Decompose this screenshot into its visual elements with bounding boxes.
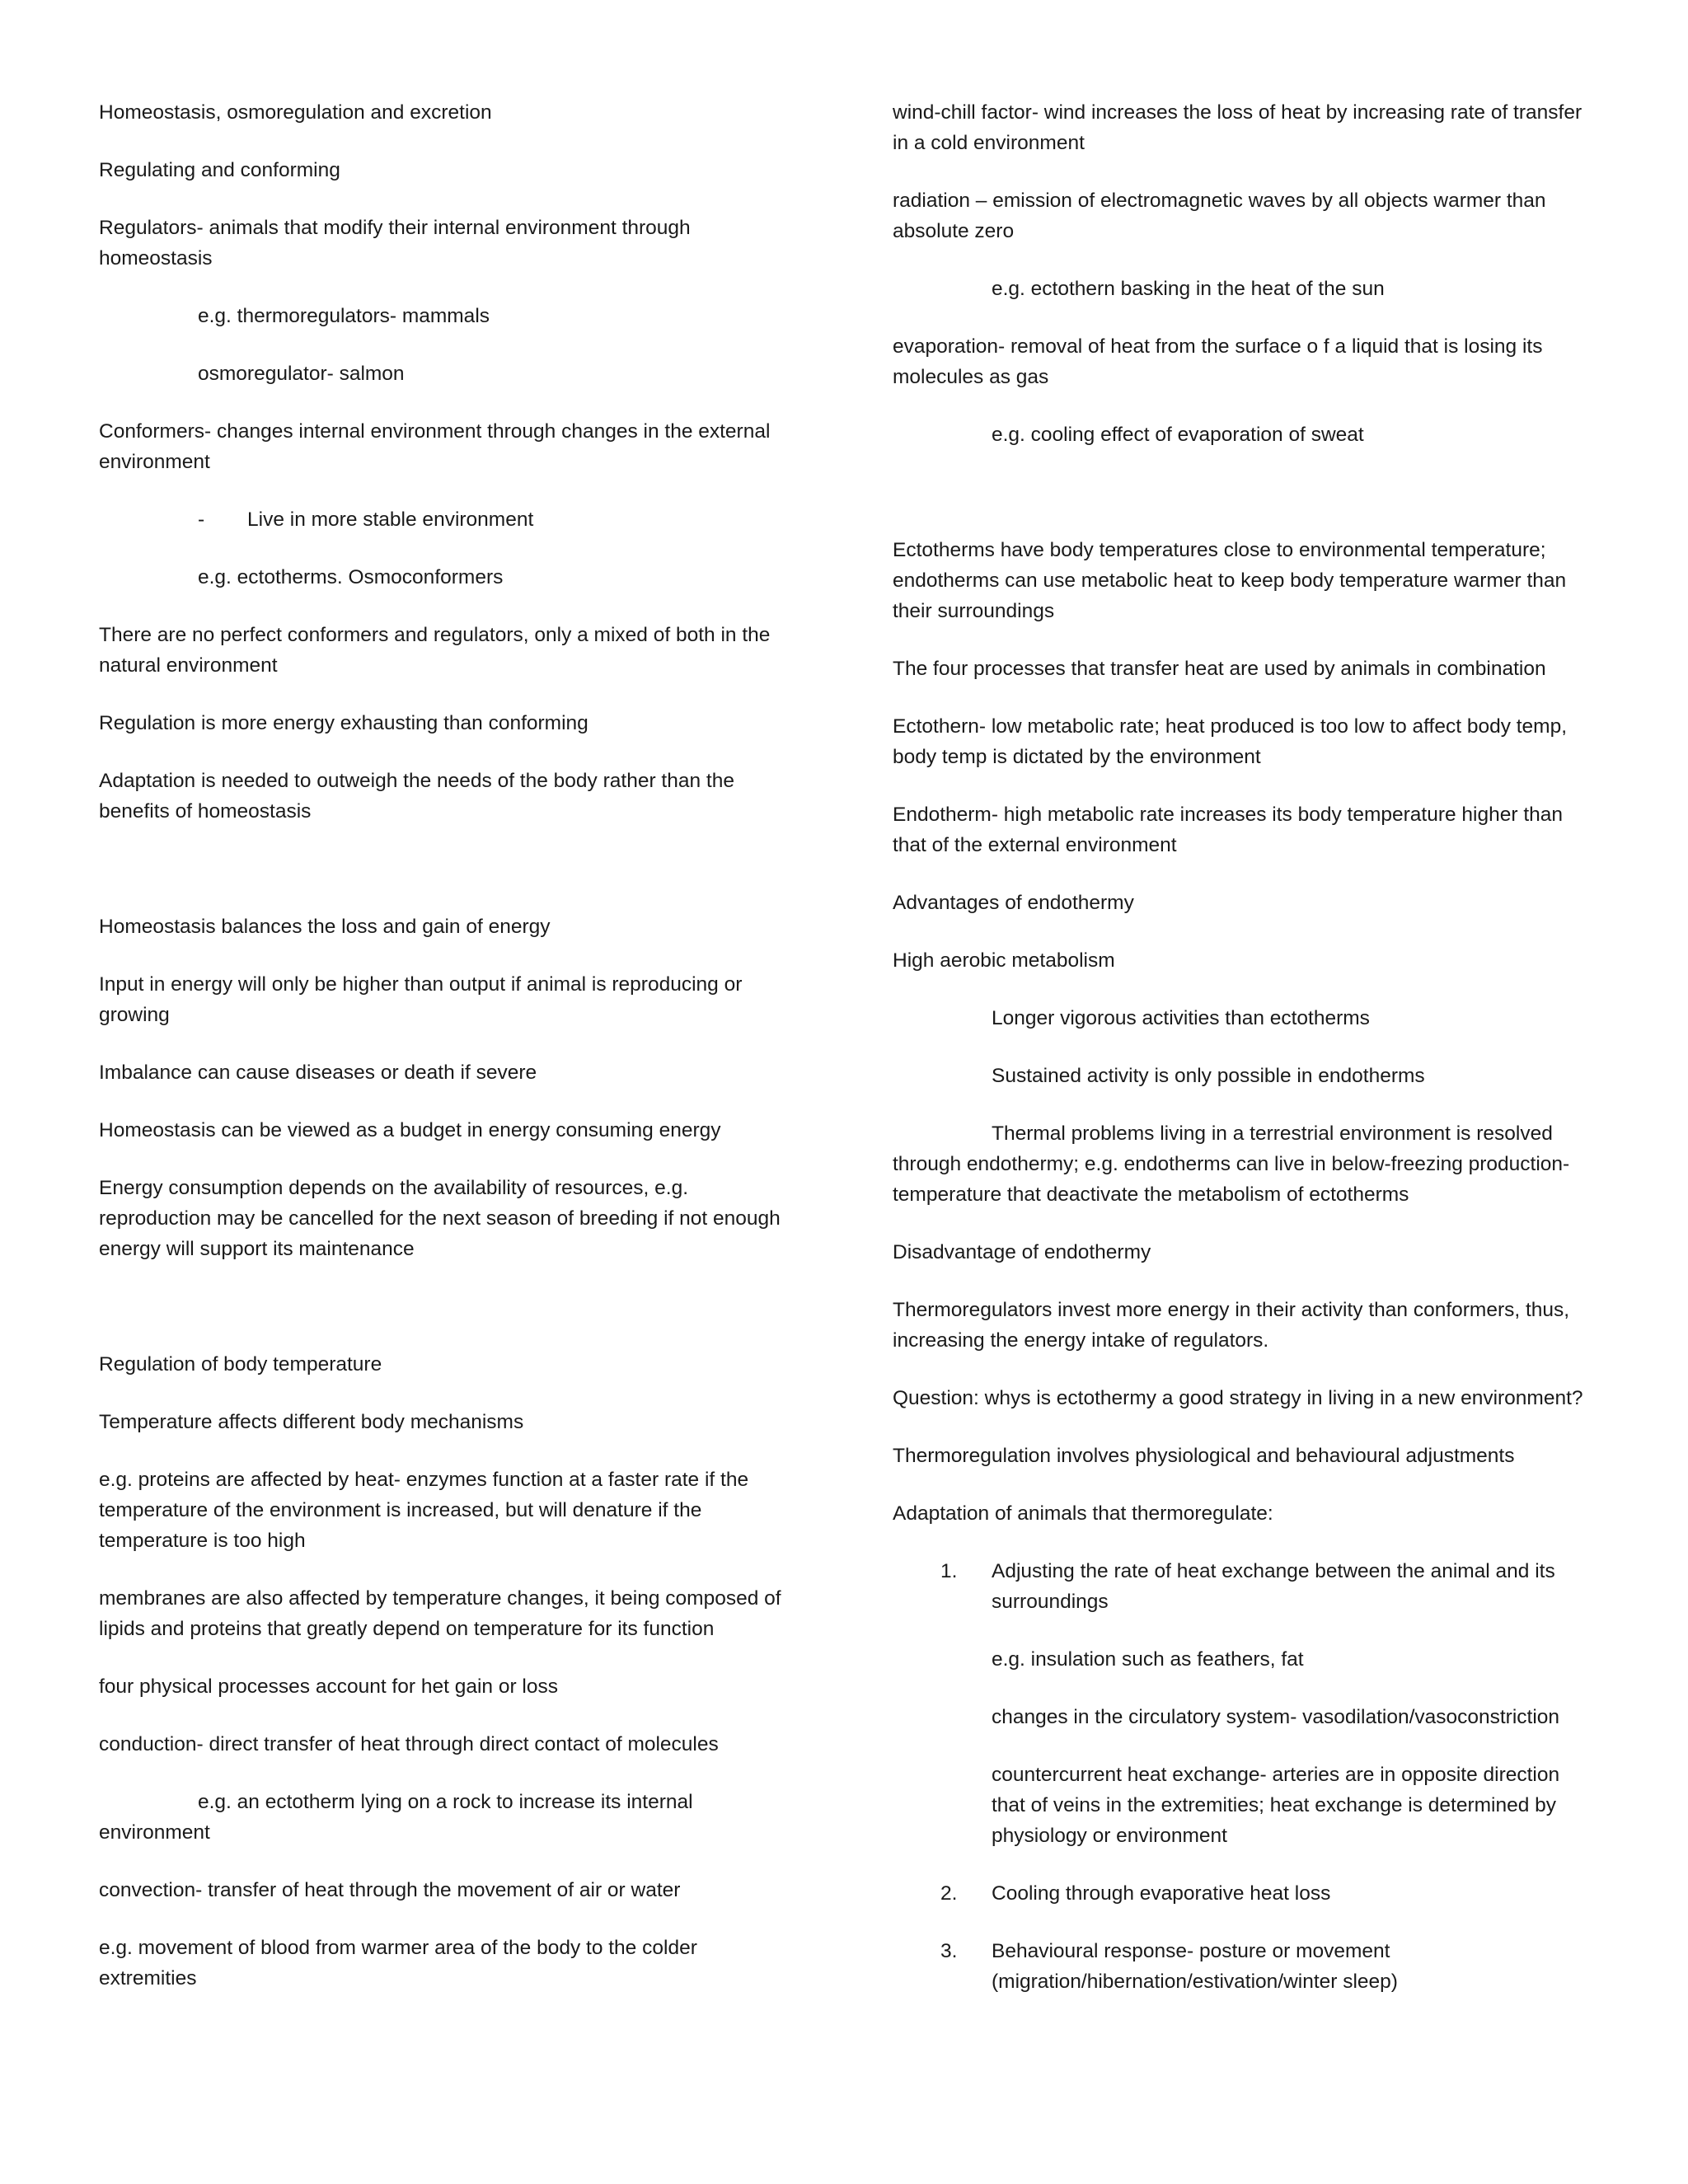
list-number: 1. bbox=[940, 1560, 958, 1582]
list-item bbox=[893, 1936, 1595, 1997]
item-longer: Longer vigorous activities than ectotherms bbox=[992, 1007, 1370, 1029]
paragraph-conformers: Conformers- changes internal environment through changes in the external environment bbox=[99, 420, 771, 473]
example-rock: e.g. an ectotherm lying on a rock to increase its internal environment bbox=[99, 1791, 693, 1844]
paragraph-budget: Homeostasis can be viewed as a budget in energy consuming energy bbox=[99, 1119, 721, 1141]
paragraph-evaporation: evaporation- removal of heat from the surface o f a liquid that is losing its molecules as gas bbox=[893, 335, 1543, 388]
paragraph-consumption: Energy consumption depends on the availability of resources, e.g. reproduction may be cancelled for the next season of breeding if not enough energy will support its maintenance bbox=[99, 1177, 781, 1260]
example-sweat: e.g. cooling effect of evaporation of sweat bbox=[992, 424, 1364, 446]
sub-item-countercurrent: countercurrent heat exchange- arteries are in opposite direction that of veins in the extremities; heat exchange is determined by physiology or environment bbox=[992, 1764, 1560, 1847]
paragraph-no-perfect: There are no perfect conformers and regulators, only a mixed of both in the natural environment bbox=[99, 624, 771, 677]
section-heading-regulating: Regulating and conforming bbox=[99, 159, 340, 181]
spacer bbox=[99, 854, 799, 912]
example-basking: e.g. ectothern basking in the heat of the sun bbox=[992, 278, 1385, 300]
paragraph-balances: Homeostasis balances the loss and gain of energy bbox=[99, 916, 551, 938]
right-column bbox=[893, 97, 1595, 2024]
paragraph-radiation: radiation – emission of electromagnetic waves by all objects warmer than absolute zero bbox=[893, 190, 1546, 242]
paragraph-endotherm: Endotherm- high metabolic rate increases its body temperature higher than that of the external environment bbox=[893, 804, 1564, 856]
paragraph-membranes: membranes are also affected by temperature changes, it being composed of lipids and proteins that greatly depend on temperature for its function bbox=[99, 1587, 781, 1640]
paragraph-temp-affects: Temperature affects different body mechanisms bbox=[99, 1411, 524, 1433]
paragraph-question: Question: whys is ectothermy a good strategy in living in a new environment? bbox=[893, 1387, 1583, 1409]
spacer bbox=[893, 477, 1595, 535]
spacer bbox=[99, 1291, 799, 1349]
list-number: 2. bbox=[940, 1882, 958, 1905]
paragraph-regulation-energy: Regulation is more energy exhausting than conforming bbox=[99, 712, 588, 734]
document-title: Homeostasis, osmoregulation and excretion bbox=[99, 101, 492, 124]
list-text: Cooling through evaporative heat loss bbox=[992, 1882, 1331, 1905]
list-text: Behavioural response- posture or movement (migration/hibernation/estivation/winter sleep) bbox=[992, 1940, 1398, 1993]
paragraph-ecto-endo: Ectotherms have body temperatures close to environmental temperature; endotherms can use metabolic heat to keep body temperature warmer than their surroundings bbox=[893, 539, 1567, 622]
list-text: Adjusting the rate of heat exchange between the animal and its surroundings bbox=[992, 1560, 1555, 1613]
paragraph-involves: Thermoregulation involves physiological and behavioural adjustments bbox=[893, 1445, 1515, 1467]
bullet-item bbox=[99, 504, 799, 535]
paragraph-aerobic: High aerobic metabolism bbox=[893, 949, 1115, 972]
example-blood: e.g. movement of blood from warmer area of the body to the colder extremities bbox=[99, 1937, 697, 1990]
list-item bbox=[893, 1878, 1595, 1909]
list-item bbox=[893, 1556, 1595, 1617]
paragraph-convection: convection- transfer of heat through the movement of air or water bbox=[99, 1879, 681, 1901]
list-number: 3. bbox=[940, 1940, 958, 1962]
heading-adaptation: Adaptation of animals that thermoregulate: bbox=[893, 1502, 1273, 1525]
paragraph-windchill: wind-chill factor- wind increases the loss of heat by increasing rate of transfer in a cold environment bbox=[893, 101, 1582, 154]
example-thermoregulators: e.g. thermoregulators- mammals bbox=[198, 305, 490, 327]
left-column bbox=[99, 97, 799, 2021]
example-ectotherms: e.g. ectotherms. Osmoconformers bbox=[198, 566, 504, 588]
item-sustained: Sustained activity is only possible in endotherms bbox=[992, 1065, 1425, 1087]
paragraph-thermal: Thermal problems living in a terrestrial environment is resolved through endothermy; e.g. endotherms can live in below-freezing production-temperature that deactivate the metabolism of ectotherms bbox=[893, 1122, 1570, 1206]
heading-advantages: Advantages of endothermy bbox=[893, 892, 1134, 914]
paragraph-four-processes: four physical processes account for het gain or loss bbox=[99, 1675, 558, 1698]
paragraph-proteins: e.g. proteins are affected by heat- enzymes function at a faster rate if the temperature of the environment is increased, but will denature if the temperature is too high bbox=[99, 1469, 749, 1552]
paragraph-adaptation: Adaptation is needed to outweigh the needs of the body rather than the benefits of homeostasis bbox=[99, 770, 734, 823]
section-heading-body-temperature: Regulation of body temperature bbox=[99, 1353, 382, 1376]
paragraph-ectothern: Ectothern- low metabolic rate; heat produced is too low to affect body temp, body temp is dictated by the environment bbox=[893, 715, 1568, 768]
paragraph-input: Input in energy will only be higher than output if animal is reproducing or growing bbox=[99, 973, 743, 1026]
paragraph-imbalance: Imbalance can cause diseases or death if severe bbox=[99, 1062, 537, 1084]
example-osmoregulator: osmoregulator- salmon bbox=[198, 363, 405, 385]
bullet-dash: - bbox=[198, 509, 205, 531]
paragraph-conduction: conduction- direct transfer of heat through direct contact of molecules bbox=[99, 1733, 719, 1755]
heading-disadvantage: Disadvantage of endothermy bbox=[893, 1241, 1151, 1263]
paragraph-regulators: Regulators- animals that modify their internal environment through homeostasis bbox=[99, 217, 691, 269]
paragraph-four-combination: The four processes that transfer heat are used by animals in combination bbox=[893, 658, 1546, 680]
bullet-text: Live in more stable environment bbox=[247, 509, 534, 531]
paragraph-invest: Thermoregulators invest more energy in their activity than conformers, thus, increasing the energy intake of regulators. bbox=[893, 1299, 1570, 1352]
sub-item-circulatory: changes in the circulatory system- vasodilation/vasoconstriction bbox=[992, 1706, 1560, 1728]
sub-item-insulation: e.g. insulation such as feathers, fat bbox=[992, 1648, 1304, 1671]
